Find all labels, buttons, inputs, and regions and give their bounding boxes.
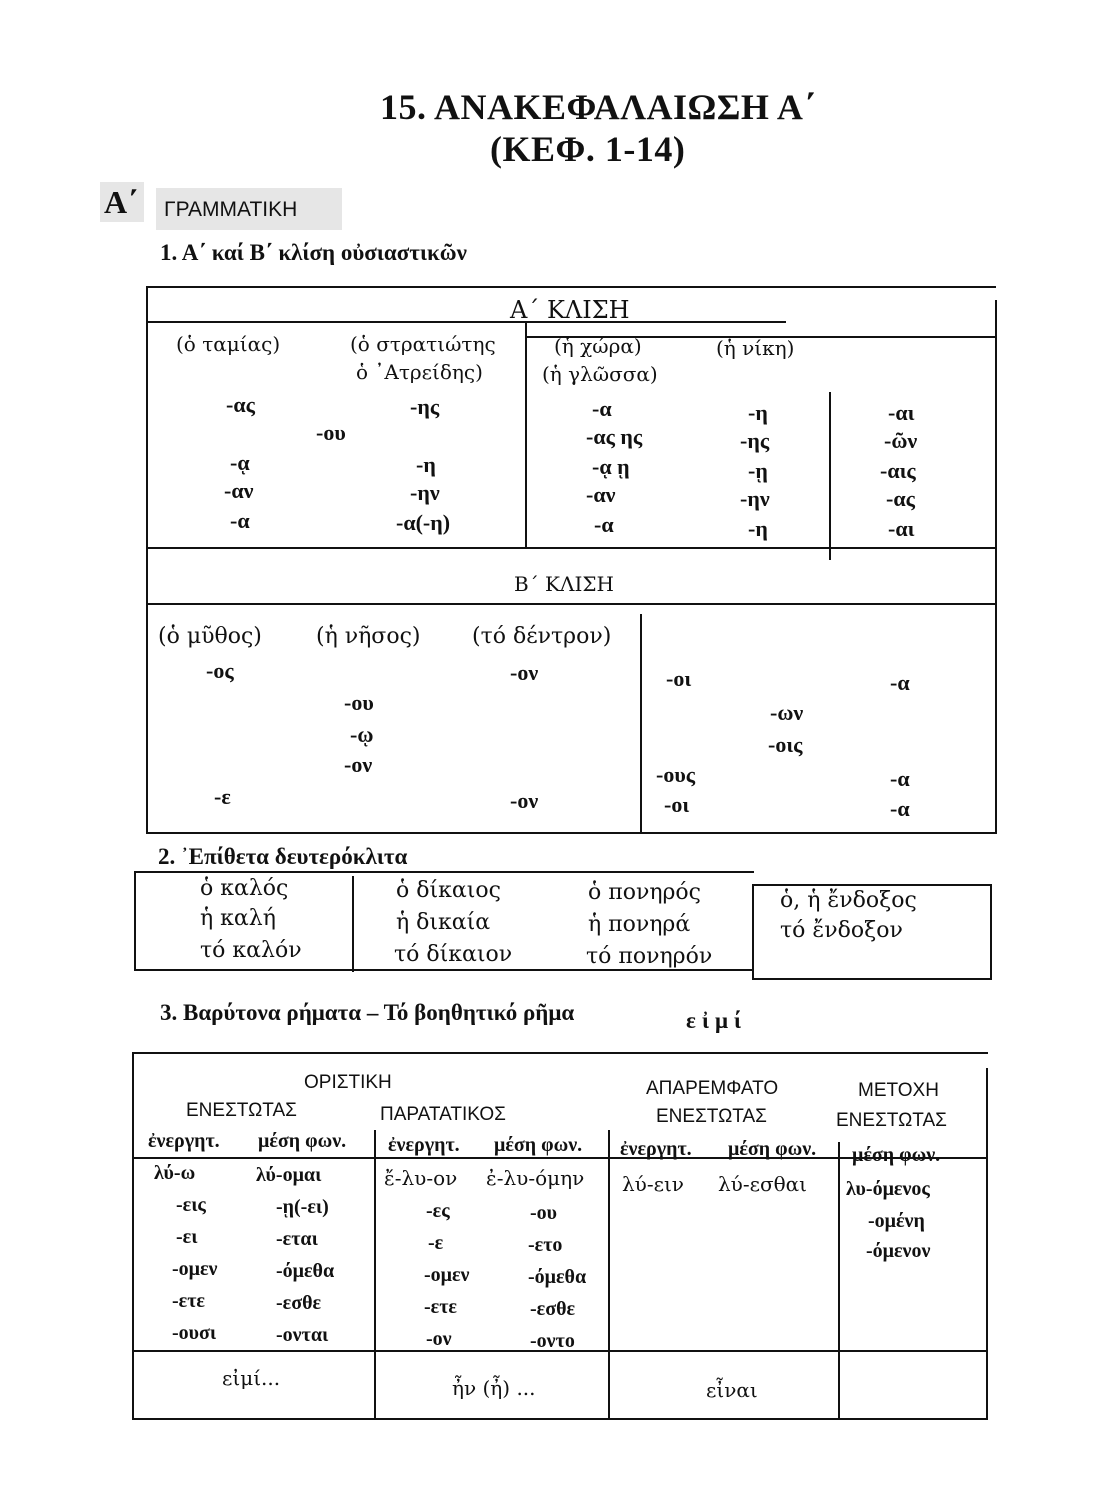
ending: -η	[748, 400, 768, 425]
subsection1-heading: 1. Α΄ καί Β΄ κλίση οὐσιαστικῶν	[160, 240, 467, 265]
ending: -ῶν	[884, 428, 918, 453]
ending: -οι	[666, 666, 692, 691]
ending: -ης	[410, 394, 440, 419]
subsection2-heading: 2. ᾿Επίθετα δευτερόκλιτα	[158, 844, 408, 869]
inf-mid: λύ-εσθαι	[718, 1172, 807, 1196]
ending: -ων	[770, 700, 804, 725]
impf-act: -ον	[426, 1328, 452, 1350]
hdr-paratatikos: ΠΑΡΑΤΑΤΙΚΟΣ	[380, 1104, 506, 1125]
ending: -α	[594, 512, 614, 537]
ending: -η	[748, 516, 768, 541]
ending: -ος	[206, 658, 234, 683]
pres-act: λύ-ω	[154, 1162, 196, 1184]
participle: -ομένη	[868, 1210, 925, 1232]
ending: -οι	[664, 792, 690, 817]
adj-kalos-m: ὁ καλός	[200, 876, 289, 901]
ending: -ε	[214, 784, 231, 809]
pres-act: -ουσι	[172, 1322, 217, 1344]
adj-kalos-f: ἡ καλή	[200, 906, 276, 931]
noun-mythos: (ὁ μῦθος)	[158, 624, 262, 649]
ending: -ας	[226, 392, 255, 417]
eimi-imperfect: ἦν (ἦ) ...	[452, 1376, 536, 1400]
impf-act: ἔ-λυ-ον	[384, 1166, 458, 1190]
hdr-energ-2: ἐνεργητ.	[388, 1134, 460, 1156]
ending: -α	[592, 396, 612, 421]
hdr-mesi-3: μέση φων.	[728, 1138, 817, 1160]
hdr-enestotas-2: ΕΝΕΣΤΩΤΑΣ	[656, 1106, 767, 1127]
ending: -ην	[740, 486, 770, 511]
ending: -η	[416, 452, 436, 477]
noun-stratiotis: (ὁ στρατιώτης	[350, 332, 496, 356]
first-declension-title: Α΄ ΚΛΙΣΗ	[510, 296, 630, 324]
ending: -ας	[886, 486, 915, 511]
ending: -ον	[510, 660, 539, 685]
hdr-energ-3: ἐνεργητ.	[620, 1138, 692, 1160]
impf-act: -ες	[426, 1200, 450, 1222]
impf-act: -ομεν	[424, 1264, 470, 1286]
ending: -αι	[888, 516, 915, 541]
ending: -ον	[344, 752, 373, 777]
pres-mid: λύ-ομαι	[256, 1164, 322, 1186]
hdr-enestotas-1: ΕΝΕΣΤΩΤΑΣ	[186, 1100, 297, 1121]
noun-glossa: (ἡ γλῶσσα)	[542, 362, 658, 386]
pres-act: -ομεν	[172, 1258, 218, 1280]
ending: -ᾳ ῃ	[592, 454, 630, 479]
page-subtitle: (ΚΕΦ. 1-14)	[490, 129, 686, 169]
impf-mid: -ου	[530, 1202, 558, 1224]
pres-act: -εις	[176, 1194, 206, 1216]
ending: -ῳ	[350, 722, 374, 747]
hdr-apare: ΑΠΑΡΕΜΦΑΤΟ	[646, 1078, 779, 1099]
ending: -α	[890, 796, 910, 821]
ending: -οις	[768, 732, 803, 757]
adj-poniros-m: ὁ πονηρός	[588, 880, 701, 905]
section-label: ΓΡΑΜΜΑΤΙΚΗ	[164, 198, 298, 221]
ending: -ης	[740, 428, 770, 453]
ending: -ους	[656, 762, 696, 787]
ending: -αι	[888, 400, 915, 425]
eimi-infinitive: εἶναι	[706, 1378, 758, 1402]
impf-mid: -όμεθα	[528, 1266, 587, 1288]
pres-mid: -εται	[276, 1228, 318, 1250]
ending: -α	[890, 766, 910, 791]
adj-dikaios-f: ἡ δικαία	[396, 910, 491, 935]
adj-dikaios-n: τό δίκαιον	[394, 942, 513, 967]
adj-dikaios-m: ὁ δίκαιος	[396, 878, 501, 903]
subsection3-heading: 3. Βαρύτονα ρήματα – Τό βοηθητικό ρῆμα	[160, 1000, 575, 1025]
ending: -ας ης	[586, 424, 643, 449]
ending: -ᾳ	[230, 450, 250, 475]
ending: -α(-η)	[396, 510, 451, 535]
ending: -ην	[410, 480, 440, 505]
noun-tamias: (ὁ ταμίας)	[176, 332, 281, 356]
impf-mid: ἐ-λυ-όμην	[486, 1166, 585, 1190]
ending: -α	[230, 508, 250, 533]
noun-chora: (ἡ χώρα)	[554, 334, 642, 358]
noun-nisos: (ἡ νῆσος)	[316, 624, 421, 649]
page-title: 15. ΑΝΑΚΕΦΑΛΑΙΩΣΗ Α΄	[380, 87, 816, 127]
impf-mid: -ετο	[528, 1234, 563, 1256]
hdr-energ-1: ἐνεργητ.	[148, 1130, 220, 1152]
adj-endoxos-mf: ὁ, ἡ ἔνδοξος	[780, 888, 917, 913]
impf-mid: -οντο	[530, 1330, 575, 1352]
participle: -όμενον	[866, 1240, 931, 1262]
adj-poniros-n: τό πονηρόν	[586, 944, 713, 969]
impf-act: -ετε	[424, 1296, 457, 1318]
subsection3-heading-verb: εἰμί	[686, 1008, 748, 1033]
hdr-mesi-2: μέση φων.	[494, 1134, 583, 1156]
impf-act: -ε	[428, 1232, 444, 1254]
eimi-present: εἰμί...	[222, 1366, 281, 1390]
hdr-mesi-4: μέση φων.	[852, 1144, 941, 1166]
ending: -αις	[880, 458, 916, 483]
ending: -ου	[344, 690, 374, 715]
hdr-oristiki: ΟΡΙΣΤΙΚΗ	[304, 1072, 392, 1093]
pres-mid: -ονται	[276, 1324, 329, 1346]
noun-atreidis: ὁ ᾿Ατρείδης)	[356, 360, 483, 384]
adj-endoxos-n: τό ἔνδοξον	[780, 918, 903, 943]
pres-act: -ετε	[172, 1290, 205, 1312]
ending: -αν	[586, 482, 616, 507]
ending: -αν	[224, 478, 254, 503]
second-declension-title: Β΄ ΚΛΙΣΗ	[514, 572, 614, 596]
impf-mid: -εσθε	[530, 1298, 576, 1320]
inf-act: λύ-ειν	[622, 1172, 684, 1196]
noun-niki: (ἡ νίκη)	[716, 336, 795, 360]
pres-act: -ει	[176, 1226, 198, 1248]
pres-mid: -ῃ(-ει)	[276, 1196, 329, 1218]
ending: -α	[890, 670, 910, 695]
section-letter: Α΄	[104, 184, 138, 220]
adj-poniros-f: ἡ πονηρά	[588, 912, 691, 937]
adj-kalos-n: τό καλόν	[200, 938, 302, 963]
hdr-enestotas-3: ΕΝΕΣΤΩΤΑΣ	[836, 1110, 947, 1131]
ending: -ῃ	[748, 458, 768, 483]
hdr-mesi-1: μέση φων.	[258, 1130, 347, 1152]
participle: λυ-όμενος	[846, 1178, 930, 1200]
ending: -ον	[510, 788, 539, 813]
noun-dentron: (τό δέντρον)	[472, 624, 612, 649]
hdr-metochi: ΜΕΤΟΧΗ	[858, 1080, 939, 1101]
pres-mid: -όμεθα	[276, 1260, 335, 1282]
ending: -ου	[316, 420, 346, 445]
pres-mid: -εσθε	[276, 1292, 322, 1314]
